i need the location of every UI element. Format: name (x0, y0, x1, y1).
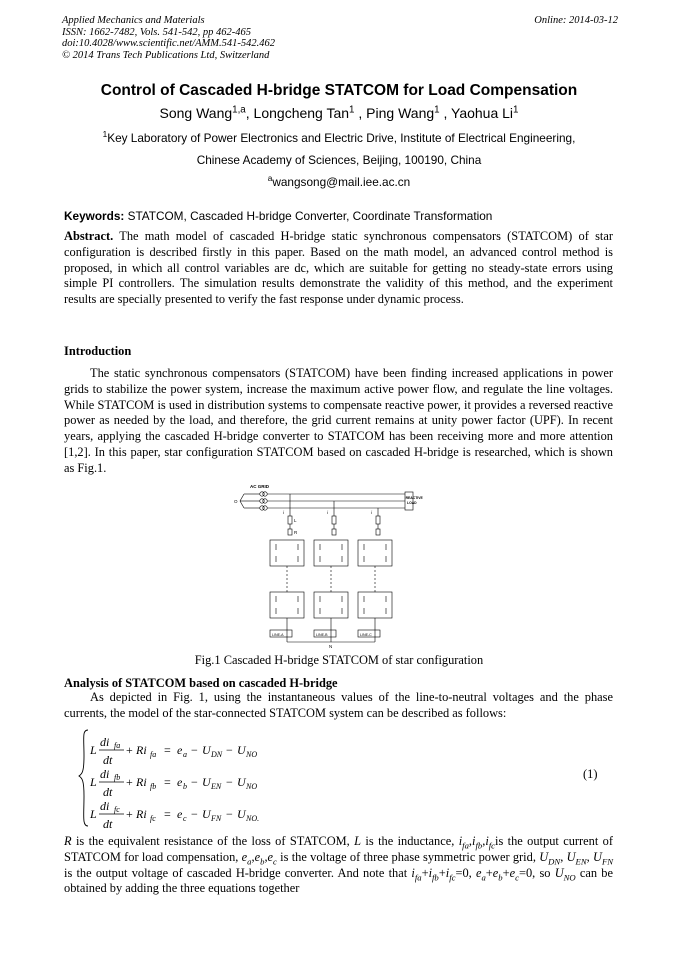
fig-label-n: N (329, 644, 333, 649)
eq-u2-subscript: NO (246, 782, 258, 791)
eq-u1-subscript: DN (211, 750, 223, 759)
post-eq-t4: is the voltage of three phase symmetric power grid, (276, 849, 540, 864)
eq-equals: = (164, 743, 171, 757)
post-equation-text: R is the equivalent resistance of the loss of STATCOM, L is the inductance, $i_{fa},i_{fb},i_{fc}is$ the output current of STATCOM for load compensation, $e_a,e_b,e_c$ is the voltage of three phase symmetric power grid, $U_{DN}$, $U_{EN}$, $U_{FN}$ is the output voltage of cascaded H-bridge converter. And note that $i_{fa}+i_{fb}+i_{fc}=0$, $e_a+e_b+e_c=0$, so $U_{NO}$ can be obtained by adding the three equations together (64, 834, 613, 896)
eq-emf-subscript: a (183, 750, 187, 759)
author-name: Ping Wang (366, 105, 435, 121)
keywords-text: STATCOM, Cascaded H-bridge Converter, Coordinate Transformation (127, 209, 493, 223)
eq-u2-subscript: NO (246, 750, 258, 759)
eq-i-subscript: fb (150, 782, 157, 791)
eq-inductance: L (90, 743, 97, 757)
eq-di: di (100, 735, 110, 749)
keywords-label: Keywords: (64, 209, 125, 223)
statcom-circuit-diagram (230, 482, 423, 649)
eq-emf: e (177, 775, 183, 789)
eq-di: di (100, 799, 110, 813)
eq-u1: U (202, 775, 211, 789)
post-eq-t1: is the equivalent resistance of the loss of STATCOM, (71, 834, 355, 848)
affiliation-line-1 (0, 131, 678, 145)
eq-minus: − (191, 807, 198, 821)
fig-label-line-a: LINE-A (272, 633, 284, 637)
author-sup: 1 (349, 104, 355, 116)
eq-equals: = (164, 807, 171, 821)
author-name: Longcheng Tan (253, 105, 350, 121)
introduction-heading: Introduction (64, 344, 132, 358)
post-eq-t2: is the inductance, (361, 834, 459, 848)
eq-u2-subscript: NO. (246, 814, 260, 823)
eq-di-subscript: fc (114, 805, 120, 814)
abstract-label: Abstract. (64, 229, 114, 243)
equation-number: (1) (583, 767, 598, 781)
fig-label-current-b: i (327, 510, 328, 515)
eq-emf: e (177, 807, 183, 821)
affiliation-line-2: Chinese Academy of Sciences, Beijing, 100190, China (196, 153, 482, 167)
fig-label-grid: AC GRID (250, 484, 269, 489)
eq-plus: + (126, 743, 133, 757)
issn-line: ISSN: 1662-7482, Vols. 541-542, pp 462-465 (62, 26, 251, 38)
abstract-text: The math model of cascaded H-bridge static synchronous compensators (STATCOM) of star configuration is described firstly in this paper. Based on the math model, an advanced control method is proposed, in which all control variables are dc, which are suitable for getting no steady-state errors using simple PI controllers. The simulation results demonstrate the validity of this method, and the experiment results are specially presented to verify the fast response under dynamic process. (64, 229, 613, 307)
eq-plus: + (126, 775, 133, 789)
fig-label-load-2: LOAD (407, 501, 417, 505)
eq-u1: U (202, 807, 211, 821)
eq-emf-subscript: c (183, 814, 187, 823)
symbol-r: R (64, 834, 72, 848)
post-eq-t6: , so (532, 865, 555, 880)
post-eq-t5: is the output voltage of cascaded H-bridge converter. And note that (64, 865, 412, 880)
eq-ri: Ri (136, 743, 147, 757)
doi-line: doi:10.4028/www.scientific.net/AMM.541-542.462 (62, 38, 275, 49)
eq-u2: U (237, 775, 246, 789)
email-line (0, 175, 678, 189)
eq-u2: U (237, 743, 246, 757)
eq-minus: − (226, 807, 233, 821)
paper-title: Control of Cascaded H-bridge STATCOM for Load Compensation (100, 82, 578, 99)
affiliation-text: Key Laboratory of Power Electronics and Electric Drive, Institute of Electrical Engineering, (107, 131, 576, 145)
equation-system (78, 728, 338, 831)
journal-header (62, 15, 618, 61)
author-sup: 1 (513, 104, 519, 116)
fig-label-current-a: i (283, 510, 284, 515)
eq-di: di (100, 767, 110, 781)
email-address: wangsong@mail.iee.ac.cn (272, 175, 411, 189)
introduction-text: The static synchronous compensators (STATCOM) have been finding increased applications in power grids to stabilize the power system, increase the maximum active power flow, and regulate the line voltages. While STATCOM is used in distribution systems to compensate reactive power, it provides a reversed reactive power as needed by the load, and therefore, the grid current remains at unity power factor (UPF). In recent years, applying the cascaded H-bridge converter to STATCOM has been receiving more and more attention [1,2]. In this paper, star configuration STATCOM based on cascaded H-bridge is researched, which is shown as Fig.1. (64, 366, 613, 475)
eq-ri: Ri (136, 807, 147, 821)
fig-label-load-1: REACTIVE (405, 496, 423, 500)
figure-caption: Fig.1 Cascaded H-bridge STATCOM of star configuration (194, 653, 484, 667)
fig-label-o: O (234, 499, 238, 504)
eq-equals: = (164, 775, 171, 789)
eq-u1-subscript: FN (211, 814, 222, 823)
journal-name: Applied Mechanics and Materials (62, 15, 205, 26)
eq-i-subscript: fc (150, 814, 156, 823)
post-eq-t7: can be obtained by adding the three equations together (64, 865, 613, 896)
author-name: Song Wang (159, 105, 233, 121)
eq-dt: dt (103, 753, 113, 767)
eq-u1-subscript: EN (211, 782, 222, 791)
eq-minus: − (191, 743, 198, 757)
eq-u2: U (237, 807, 246, 821)
analysis-heading: Analysis of STATCOM based on cascaded H-bridge (64, 676, 338, 690)
eq-ri: Ri (136, 775, 147, 789)
fig-label-current-c: i (371, 510, 372, 515)
author-name: Yaohua Li (451, 105, 514, 121)
eq-dt: dt (103, 817, 113, 831)
eq-i-subscript: fa (150, 750, 157, 759)
author-list: Song Wang$^{1,a}$, Longcheng Tan$^1$ , Ping Wang$^1$ , Yaohua Li$^1$ (159, 104, 519, 121)
analysis-text: As depicted in Fig. 1, using the instantaneous values of the line-to-neutral voltages and the phase currents, the model of the star-connected STATCOM system can be described as follows: (64, 690, 613, 720)
fig-label-inductor: L (294, 518, 297, 523)
post-eq-t3: is the output current of STATCOM for load compensation, (64, 834, 613, 864)
fig-label-resistor: R (294, 530, 298, 535)
abstract (64, 229, 613, 308)
keywords (64, 209, 492, 223)
affiliation-mark: 1 (102, 130, 108, 140)
eq-minus: − (226, 775, 233, 789)
eq-di-subscript: fb (114, 773, 121, 782)
author-sup: 1,a (232, 104, 246, 116)
eq-minus: − (226, 743, 233, 757)
online-date: Online: 2014-03-12 (534, 15, 618, 26)
fig-label-line-b: LINE-B (316, 633, 328, 637)
fig-label-line-c: LINE-C (360, 633, 372, 637)
eq-dt: dt (103, 785, 113, 799)
eq-inductance: L (90, 807, 97, 821)
email-mark: a (267, 174, 273, 184)
symbol-l: L (354, 834, 362, 848)
copyright-line: © 2014 Trans Tech Publications Ltd, Switzerland (62, 49, 270, 61)
eq-inductance: L (90, 775, 97, 789)
eq-emf: e (177, 743, 183, 757)
eq-di-subscript: fa (114, 741, 121, 750)
author-sup: 1 (434, 104, 440, 116)
eq-minus: − (191, 775, 198, 789)
eq-plus: + (126, 807, 133, 821)
eq-emf-subscript: b (183, 782, 187, 791)
eq-u1: U (202, 743, 211, 757)
